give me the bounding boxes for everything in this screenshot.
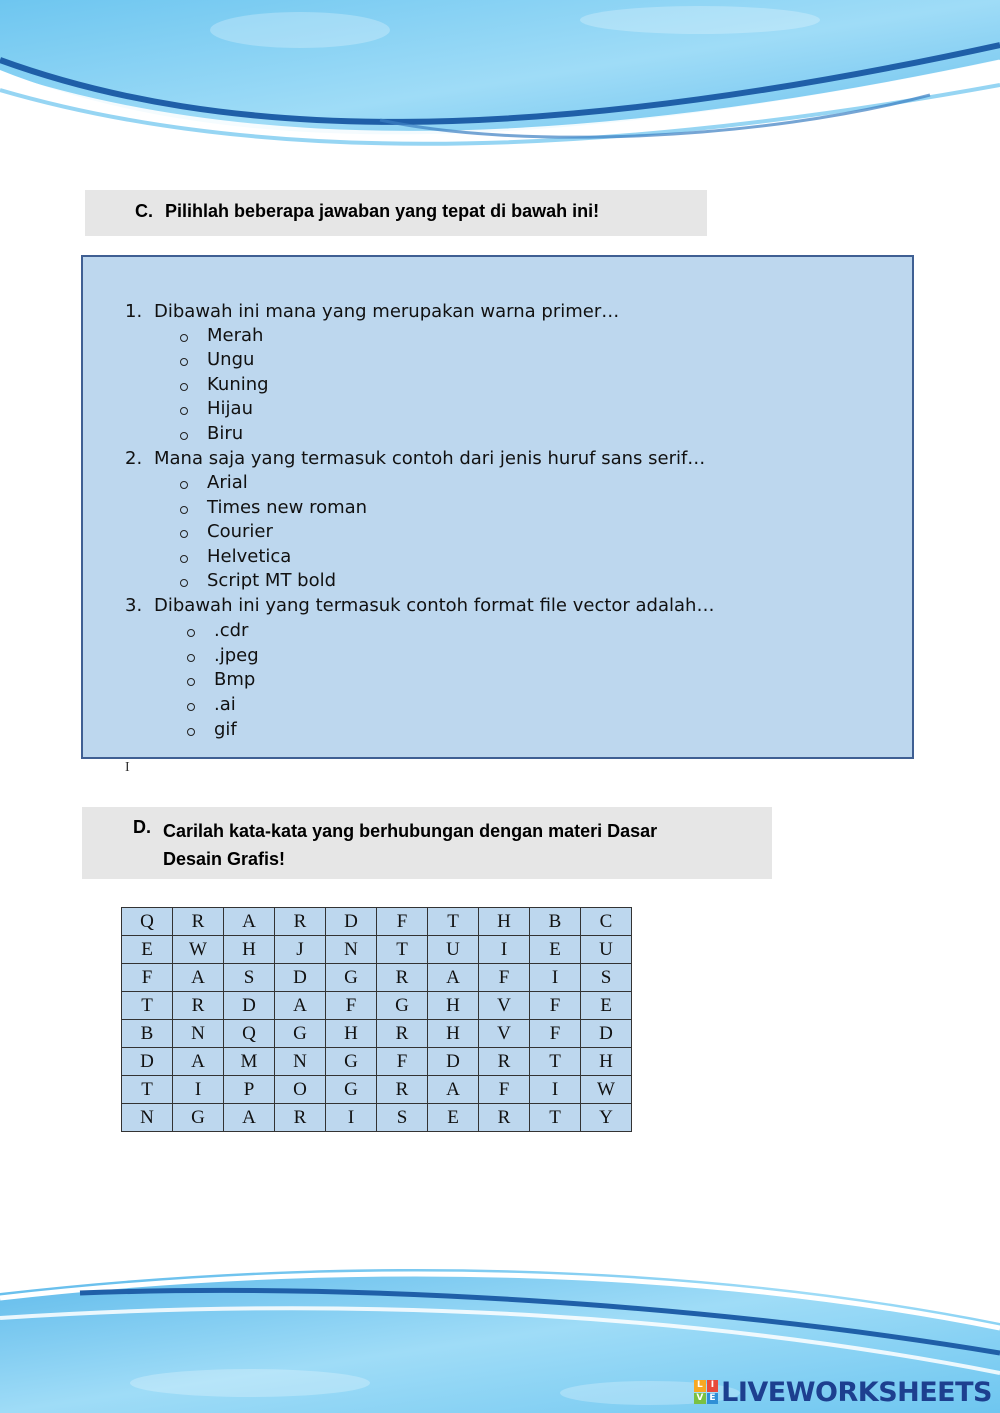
option-label[interactable]: Times new roman [207, 497, 368, 518]
grid-cell[interactable]: G [326, 964, 377, 992]
grid-cell[interactable]: E [530, 936, 581, 964]
option-bullet[interactable] [180, 555, 188, 563]
option-bullet[interactable] [187, 728, 195, 736]
grid-cell[interactable]: G [275, 1020, 326, 1048]
grid-cell[interactable]: T [530, 1048, 581, 1076]
grid-cell[interactable]: A [428, 964, 479, 992]
option-label[interactable]: Script MT bold [207, 570, 337, 591]
grid-row [122, 1076, 632, 1104]
option-bullet[interactable] [180, 506, 188, 514]
liveworksheets-logo [694, 1377, 992, 1407]
grid-cell[interactable]: E [581, 992, 632, 1020]
option-bullet[interactable] [187, 703, 195, 711]
grid-cell[interactable]: D [581, 1020, 632, 1048]
grid-cell[interactable]: R [275, 1104, 326, 1132]
grid-cell[interactable]: S [224, 964, 275, 992]
grid-cell[interactable]: N [173, 1020, 224, 1048]
option-label[interactable]: .jpeg [214, 645, 259, 666]
grid-cell[interactable]: T [122, 1076, 173, 1104]
grid-cell[interactable]: U [428, 936, 479, 964]
grid-cell[interactable]: R [377, 1076, 428, 1104]
grid-row [122, 992, 632, 1020]
grid-cell[interactable]: E [428, 1104, 479, 1132]
grid-cell[interactable]: N [326, 936, 377, 964]
option-label[interactable]: Ungu [207, 349, 255, 370]
grid-cell[interactable]: F [326, 992, 377, 1020]
option-bullet[interactable] [180, 358, 188, 366]
option-bullet[interactable] [180, 334, 188, 342]
option-bullet[interactable] [187, 629, 195, 637]
section-d-title-line2: Desain Grafis! [163, 849, 286, 869]
grid-cell[interactable]: R [173, 992, 224, 1020]
grid-cell[interactable]: J [275, 936, 326, 964]
option-bullet[interactable] [180, 530, 188, 538]
grid-cell[interactable]: I [530, 964, 581, 992]
grid-cell[interactable]: R [377, 964, 428, 992]
grid-cell[interactable]: Q [224, 1020, 275, 1048]
grid-cell[interactable]: A [428, 1076, 479, 1104]
grid-cell[interactable]: T [530, 1104, 581, 1132]
option-bullet[interactable] [180, 383, 188, 391]
option-label[interactable]: Merah [207, 325, 264, 346]
logo-mark-letter: E [707, 1393, 719, 1405]
option-label[interactable]: Helvetica [207, 546, 292, 567]
logo-mark-icon [694, 1380, 718, 1404]
option-label[interactable]: gif [214, 719, 237, 740]
section-d-title [163, 817, 763, 873]
grid-cell[interactable]: G [173, 1104, 224, 1132]
grid-cell[interactable]: F [530, 1020, 581, 1048]
grid-cell[interactable]: I [530, 1076, 581, 1104]
grid-cell[interactable]: A [224, 1104, 275, 1132]
grid-cell[interactable]: H [224, 936, 275, 964]
grid-cell[interactable]: R [479, 1104, 530, 1132]
option-bullet[interactable] [187, 678, 195, 686]
grid-row [122, 1104, 632, 1132]
grid-cell[interactable]: W [581, 1076, 632, 1104]
grid-cell[interactable]: Q [122, 908, 173, 936]
section-c-title: Pilihlah beberapa jawaban yang tepat di bawah ini! [165, 201, 600, 221]
grid-cell[interactable]: T [428, 908, 479, 936]
grid-cell[interactable]: G [326, 1048, 377, 1076]
grid-cell[interactable]: D [275, 964, 326, 992]
grid-cell[interactable]: B [122, 1020, 173, 1048]
grid-cell[interactable]: H [428, 992, 479, 1020]
grid-cell[interactable]: F [479, 964, 530, 992]
option-label[interactable]: .cdr [214, 620, 249, 641]
grid-cell[interactable]: S [377, 1104, 428, 1132]
grid-cell[interactable]: D [428, 1048, 479, 1076]
grid-cell[interactable]: H [326, 1020, 377, 1048]
grid-cell[interactable]: F [377, 1048, 428, 1076]
grid-cell[interactable]: Y [581, 1104, 632, 1132]
option-label[interactable]: Hijau [207, 398, 253, 419]
question-1-text: Dibawah ini mana yang merupakan warna primer… [154, 301, 620, 322]
section-d-letter: D. [133, 817, 151, 837]
question-2-number: 2. [125, 448, 143, 469]
grid-cell[interactable]: R [275, 908, 326, 936]
option-label[interactable]: Bmp [214, 669, 256, 690]
option-bullet[interactable] [180, 407, 188, 415]
grid-cell[interactable]: V [479, 992, 530, 1020]
grid-row [122, 936, 632, 964]
grid-cell[interactable]: F [377, 908, 428, 936]
grid-row [122, 964, 632, 992]
top-wave-decoration [0, 0, 1000, 165]
option-label[interactable]: Biru [207, 423, 244, 444]
grid-row [122, 908, 632, 936]
grid-cell[interactable]: F [122, 964, 173, 992]
grid-cell[interactable]: B [530, 908, 581, 936]
grid-cell[interactable]: S [581, 964, 632, 992]
grid-cell[interactable]: D [326, 908, 377, 936]
grid-cell[interactable]: A [173, 964, 224, 992]
question-3-text: Dibawah ini yang termasuk contoh format file vector adalah… [154, 595, 715, 616]
section-c-header [85, 190, 707, 236]
option-label[interactable]: Courier [207, 521, 273, 542]
grid-cell[interactable]: N [275, 1048, 326, 1076]
grid-cell[interactable]: W [173, 936, 224, 964]
grid-cell[interactable]: V [479, 1020, 530, 1048]
grid-cell[interactable]: C [581, 908, 632, 936]
option-bullet[interactable] [187, 654, 195, 662]
grid-cell[interactable]: E [122, 936, 173, 964]
section-d-title-line1: Carilah kata-kata yang berhubungan dengan materi Dasar [163, 821, 658, 841]
grid-cell[interactable]: H [581, 1048, 632, 1076]
logo-mark-letter: L [694, 1380, 706, 1392]
grid-row [122, 1020, 632, 1048]
grid-cell[interactable]: T [377, 936, 428, 964]
section-d-header [82, 807, 772, 879]
logo-text: LIVEWORKSHEETS [721, 1376, 992, 1408]
grid-cell[interactable]: U [581, 936, 632, 964]
question-1-number: 1. [125, 301, 143, 322]
text-cursor-mark: I [125, 760, 130, 775]
grid-cell[interactable]: R [377, 1020, 428, 1048]
logo-mark-letter: I [707, 1380, 719, 1392]
question-3-number: 3. [125, 595, 143, 616]
logo-mark-letter: V [694, 1393, 706, 1405]
option-label[interactable]: Arial [207, 472, 248, 493]
option-label[interactable]: .ai [214, 694, 236, 715]
grid-cell[interactable]: R [479, 1048, 530, 1076]
option-label[interactable]: Kuning [207, 374, 269, 395]
grid-cell[interactable]: A [224, 908, 275, 936]
section-c-letter: C. [135, 201, 153, 221]
grid-cell[interactable]: A [275, 992, 326, 1020]
question-2-text: Mana saja yang termasuk contoh dari jenis huruf sans serif… [154, 448, 706, 469]
grid-cell[interactable]: G [326, 1076, 377, 1104]
grid-cell[interactable]: F [530, 992, 581, 1020]
option-bullet[interactable] [180, 481, 188, 489]
option-bullet[interactable] [180, 432, 188, 440]
grid-cell[interactable]: I [173, 1076, 224, 1104]
grid-cell[interactable]: O [275, 1076, 326, 1104]
grid-cell[interactable]: I [479, 936, 530, 964]
grid-cell[interactable]: R [173, 908, 224, 936]
grid-cell[interactable]: H [479, 908, 530, 936]
grid-cell[interactable]: M [224, 1048, 275, 1076]
grid-cell[interactable]: A [173, 1048, 224, 1076]
grid-cell[interactable]: D [224, 992, 275, 1020]
option-bullet[interactable] [180, 579, 188, 587]
grid-cell[interactable]: F [479, 1076, 530, 1104]
word-search-grid [121, 907, 632, 1132]
question-box [81, 255, 914, 759]
grid-cell[interactable]: P [224, 1076, 275, 1104]
grid-cell[interactable]: N [122, 1104, 173, 1132]
grid-cell[interactable]: T [122, 992, 173, 1020]
grid-cell[interactable]: G [377, 992, 428, 1020]
grid-row [122, 1048, 632, 1076]
grid-cell[interactable]: D [122, 1048, 173, 1076]
grid-cell[interactable]: I [326, 1104, 377, 1132]
grid-cell[interactable]: H [428, 1020, 479, 1048]
